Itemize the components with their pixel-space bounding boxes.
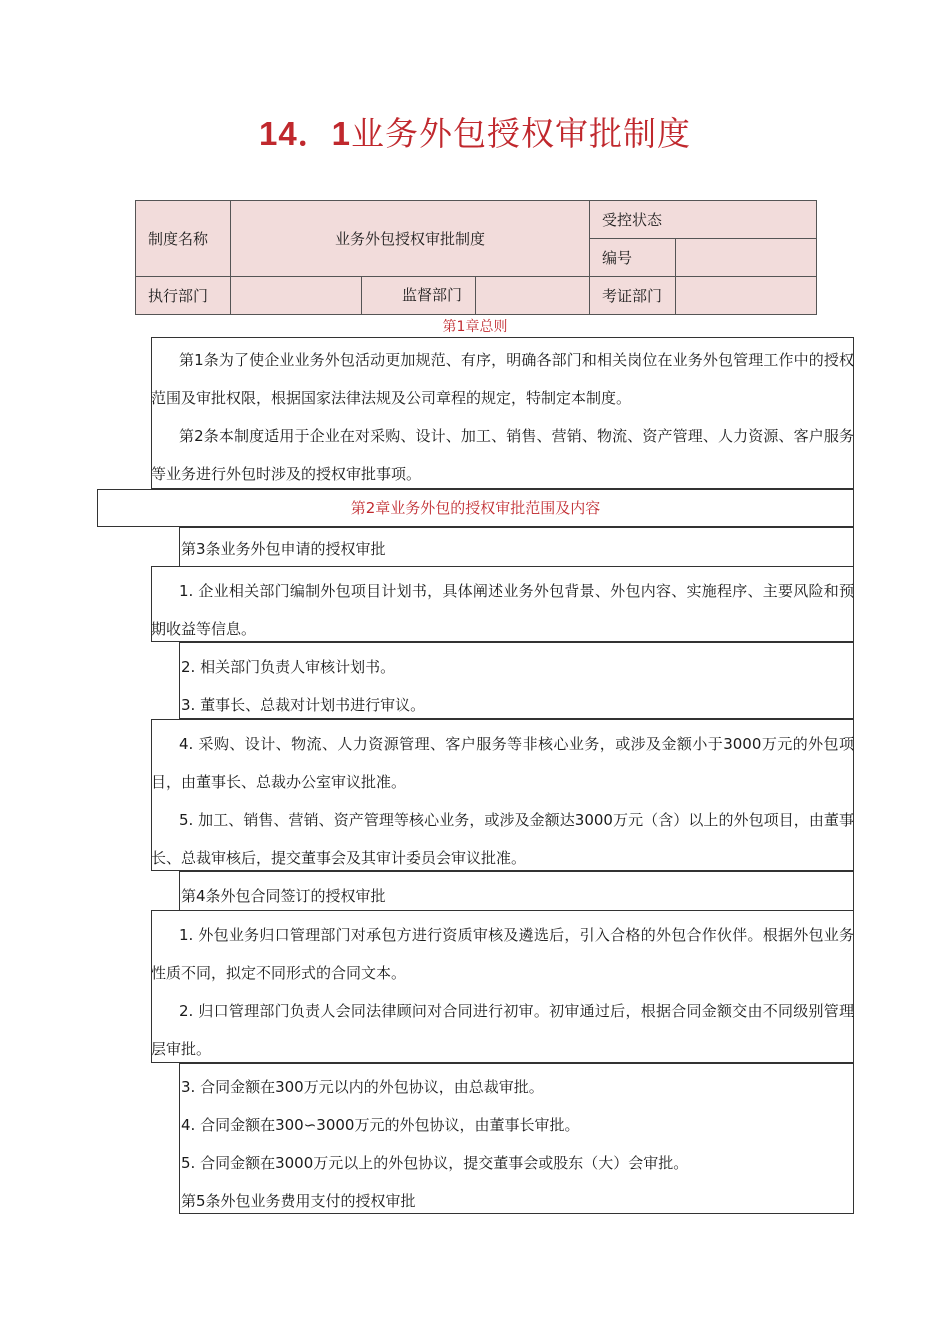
a4-item1: 1. 外包业务归口管理部门对承包方进行资质审核及遴选后，引入合格的外包合作伙伴。根据外包业务性质不同，拟定不同形式的合同文本。 bbox=[151, 926, 854, 982]
control-label: 受控状态 bbox=[590, 201, 817, 239]
supervise-value bbox=[476, 277, 590, 315]
exec-value bbox=[231, 277, 362, 315]
page-title bbox=[0, 108, 950, 155]
article1: 第1条为了使企业业务外包活动更加规范、有序，明确各部门和相关岗位在业务外包管理工作中的授权范围及审批权限，根据国家法律法规及公司章程的规定，特制定本制度。 bbox=[151, 351, 854, 407]
chapter1-heading: 第1章总则 bbox=[442, 319, 508, 335]
a3-item4: 4. 采购、设计、物流、人力资源管理、客户服务等非核心业务，或涉及金额小于3000万元的外包项目，由董事长、总裁办公室审议批准。 bbox=[151, 735, 854, 791]
a3-item5: 5. 加工、销售、营销、资产管理等核心业务，或涉及金额达3000万元（含）以上的外包项目，由董事长、总裁审核后，提交董事会及其审计委员会审议批准。 bbox=[151, 811, 854, 867]
code-value bbox=[676, 239, 817, 277]
a3-item3: 3. 董事长、总裁对计划书进行审议。 bbox=[181, 696, 426, 714]
name-label: 制度名称 bbox=[136, 201, 231, 277]
supervise-label: 监督部门 bbox=[362, 277, 476, 315]
article4-title: 第4条外包合同签订的授权审批 bbox=[181, 887, 386, 905]
meta-table bbox=[135, 200, 817, 315]
name-value: 业务外包授权审批制度 bbox=[231, 201, 590, 277]
title-number: 14．1 bbox=[258, 115, 352, 152]
title-text: 业务外包授权审批制度 bbox=[351, 114, 692, 153]
verify-label: 考证部门 bbox=[590, 277, 676, 315]
a4-item2: 2. 归口管理部门负责人会同法律顾问对合同进行初审。初审通过后，根据合同金额交由不同级别管理层审批。 bbox=[151, 1002, 854, 1058]
article5-title: 第5条外包业务费用支付的授权审批 bbox=[181, 1192, 416, 1210]
verify-value bbox=[676, 277, 817, 315]
a3-item2: 2. 相关部门负责人审核计划书。 bbox=[181, 658, 396, 676]
chapter2-heading: 第2章业务外包的授权审批范围及内容 bbox=[97, 489, 854, 527]
exec-label: 执行部门 bbox=[136, 277, 231, 315]
a3-item1: 1. 企业相关部门编制外包项目计划书，具体阐述业务外包背景、外包内容、实施程序、主要风险和预期收益等信息。 bbox=[151, 582, 854, 638]
a4-item3: 3. 合同金额在300万元以内的外包协议，由总裁审批。 bbox=[181, 1078, 544, 1096]
a4-item5: 5. 合同金额在3000万元以上的外包协议，提交董事会或股东（大）会审批。 bbox=[181, 1154, 689, 1172]
article3-title: 第3条业务外包申请的授权审批 bbox=[181, 540, 386, 558]
code-label: 编号 bbox=[590, 239, 676, 277]
a4-item4: 4. 合同金额在300∽3000万元的外包协议，由董事长审批。 bbox=[181, 1116, 580, 1134]
article2: 第2条本制度适用于企业在对采购、设计、加工、销售、营销、物流、资产管理、人力资源、客户服务等业务进行外包时涉及的授权审批事项。 bbox=[151, 427, 854, 483]
